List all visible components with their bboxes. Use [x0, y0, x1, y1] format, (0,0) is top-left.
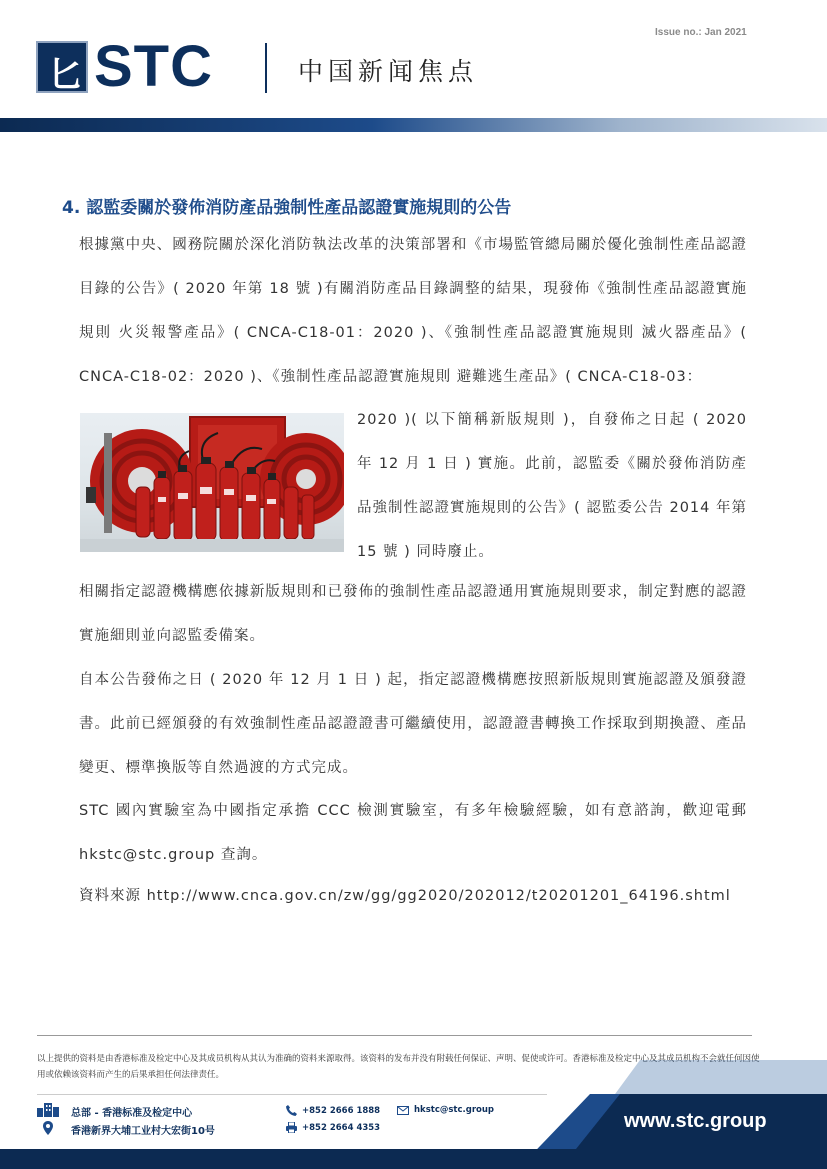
- header-gradient-bar: [0, 118, 827, 132]
- paragraph-intro: 根據黨中央、國務院關於深化消防執法改革的決策部署和《市場監管總局關於優化強制性產品認證目錄的公告》( 2020 年第 18 號 )有關消防產品目錄調整的結果，現發佈《強制性產品認證實施規則 火災報警產品》( CNCA-C18-01：2020 )、《強制性產品認證實施規則 滅火器產品》( CNCA-C18-02：2020 )、《強制性產品認證實施規則 避難逃生產品》( CNCA-C18-03：: [79, 237, 747, 385]
- newsletter-title: 中国新闻焦点: [298, 57, 479, 86]
- email-link[interactable]: hkstc@stc.group: [414, 1105, 495, 1115]
- stc-logo-mark: [36, 41, 88, 93]
- contact-rule: [37, 1094, 547, 1095]
- article-title: 4. 認監委關於發佈消防產品強制性產品認證實施規則的公告: [62, 198, 512, 218]
- paragraph-certification-bodies: 相關指定認證機構應依據新版規則和已發佈的強制性產品認證通用實施規則要求，制定對應的認證實施細則並向認監委備案。: [79, 584, 747, 644]
- building-icon: [37, 1103, 59, 1117]
- fax-number: +852 2664 4353: [302, 1123, 381, 1133]
- header-divider: [265, 43, 267, 93]
- paragraph-transition: 自本公告發佈之日 ( 2020 年 12 月 1 日 ) 起，指定認證機構應按照新版規則實施認證及頒發證書。此前已經頒發的有效強制性產品認證證書可繼續使用，認證證書轉換工作採取到期換證、產品變更、標準換版等自然過渡的方式完成。: [79, 672, 747, 776]
- mail-icon: [397, 1106, 409, 1115]
- issue-number: Issue no.: Jan 2021: [655, 27, 747, 38]
- fire-extinguisher-photo: [80, 413, 344, 552]
- paragraph-source-link[interactable]: 資料來源 http://www.cnca.gov.cn/zw/gg/gg2020/202012/t20201201_64196.shtml: [79, 888, 731, 904]
- logo-mark-glyph: 匕: [48, 57, 82, 94]
- paragraph-effective-date: 2020 )( 以下簡稱新版規則 )，自發佈之日起 ( 2020 年 12 月 1 日 ) 實施。此前，認監委《關於發佈消防產品強制性認證實施規則的公告》( 認監委公告 2014 年第 15 號 ) 同時廢止。: [357, 412, 747, 560]
- fire-extinguishers-image: [80, 413, 344, 552]
- headquarters-address: 香港新界大埔工业村大宏街10号: [71, 1126, 215, 1137]
- website-link[interactable]: www.stc.group: [624, 1110, 767, 1132]
- stc-logo-text: STC: [94, 34, 213, 99]
- footer-rule: [37, 1035, 752, 1036]
- paragraph-stc-service: STC 國內實驗室為中國指定承擔 CCC 檢測實驗室，有多年檢驗經驗，如有意諮詢，歡迎電郵 hkstc@stc.group 查詢。: [79, 803, 747, 863]
- location-pin-icon: [43, 1121, 53, 1135]
- phone-number[interactable]: +852 2666 1888: [302, 1106, 381, 1116]
- headquarters-label: 总部 - 香港标准及检定中心: [71, 1108, 193, 1119]
- fax-icon: [286, 1122, 297, 1133]
- phone-icon: [286, 1105, 297, 1116]
- disclaimer-text: 以上提供的资料是由香港标准及检定中心及其成员机构从其认为准确的资料来源取得。该资料的发布并没有附载任何保证、声明、促使或许可。香港标准及检定中心及其成员机构不会就任何因使用或依赖该资料而产生的后果承担任何法律责任。: [37, 1054, 760, 1080]
- footer-bottom-bar: [0, 1149, 827, 1169]
